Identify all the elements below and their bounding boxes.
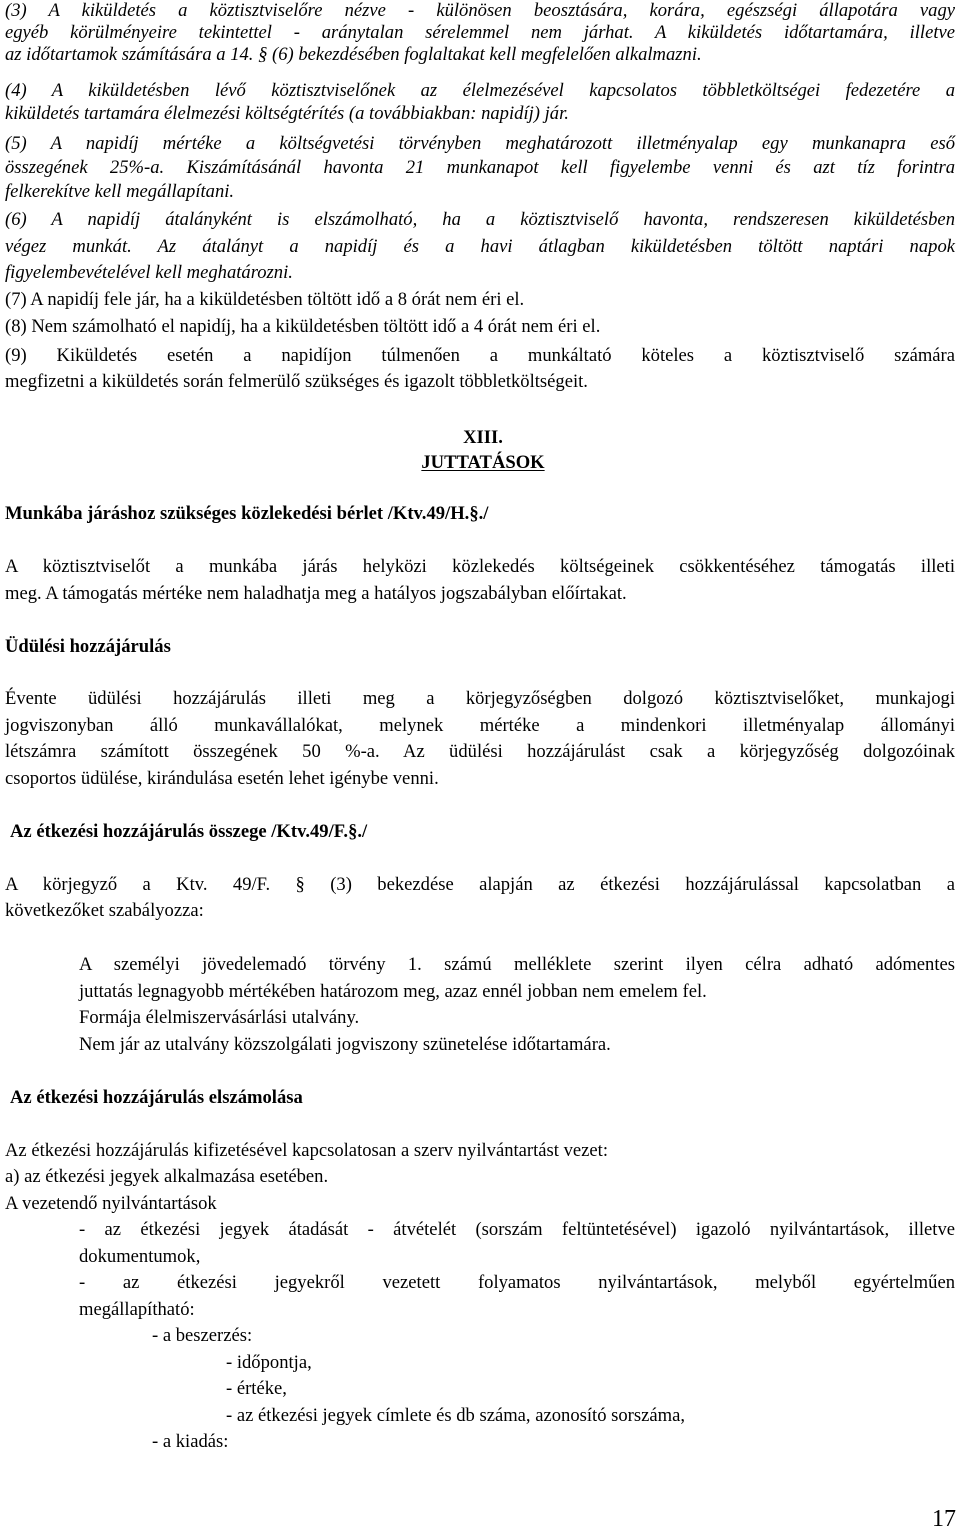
commute-paragraph-line-2: meg. A támogatás mértéke nem haladhatja meg a hatályos jogszabályban előírtakat. [5, 583, 627, 604]
settlement-item-2-line-1: - az étkezési jegyekről vezetett folyamatos nyilvántartások, melyből egyértelműen [79, 1272, 955, 1293]
sub-sub-item-value: - értéke, [226, 1378, 287, 1399]
settlement-line-3: A vezetendő nyilvántartások [5, 1193, 217, 1214]
heading-commute-pass: Munkába járáshoz szükséges közlekedési bérlet /Ktv.49/H.§./ [5, 503, 489, 524]
heading-meal-allowance-amount: Az étkezési hozzájárulás összege /Ktv.49/F.§./ [10, 821, 368, 842]
paragraph-4-line-1: (4) A kiküldetésben lévő köztisztviselőnek az élelmezésével kapcsolatos többletköltségei fedezetére a [5, 80, 955, 101]
settlement-item-1-line-2: dokumentumok, [79, 1246, 201, 1267]
paragraph-3-line-3: az időtartamok számítására a 14. § (6) bekezdésében foglaltakat kell megfelelően alkalmazni. [5, 44, 702, 65]
paragraph-3-line-2: egyéb körülményeire tekintettel - aránytalan sérelemmel nem járhat. A kiküldetés időtartamára, illetve [5, 22, 955, 43]
sub-item-procurement: - a beszerzés: [152, 1325, 253, 1346]
settlement-line-2: a) az étkezési jegyek alkalmazása esetében. [5, 1166, 329, 1187]
paragraph-9-line-1: (9) Kiküldetés esetén a napidíjon túlmenően a munkáltató köteles a köztisztviselő számára [5, 345, 955, 366]
holiday-paragraph-line-1: Évente üdülési hozzájárulás illeti meg a körjegyzőségben dolgozó köztisztviselőket, munkajogi [5, 688, 955, 709]
meal-paragraph-line-1: A körjegyző a Ktv. 49/F. § (3) bekezdése alapján az étkezési hozzájárulással kapcsolatban a [5, 874, 955, 895]
page-number: 17 [932, 1506, 956, 1532]
settlement-line-1: Az étkezési hozzájárulás kifizetésével kapcsolatosan a szerv nyilvántartást vezet: [5, 1140, 608, 1161]
holiday-paragraph-line-3: létszámra számított összegének 50 %-a. Az üdülési hozzájárulást csak a körjegyzőség dolgozóinak [5, 741, 955, 762]
commute-paragraph-line-1: A köztisztviselőt a munkába járás helyközi közlekedés költségeinek csökkentéséhez támogatás illeti [5, 556, 955, 577]
paragraph-4-line-2: kiküldetés tartamára élelmezési költségtérítés (a továbbiakban: napidíj) jár. [5, 103, 569, 124]
heading-meal-allowance-settlement: Az étkezési hozzájárulás elszámolása [10, 1087, 303, 1108]
paragraph-3-line-1: (3) A kiküldetés a köztisztviselőre nézve - különösen beosztására, korára, egészségi állapotára vagy [5, 0, 955, 21]
heading-holiday-allowance: Üdülési hozzájárulás [5, 636, 171, 657]
paragraph-6-line-1: (6) A napidíj átalányként is elszámolható, ha a köztisztviselő havonta, rendszeresen kiküldetésben [5, 209, 955, 230]
paragraph-5-line-1: (5) A napidíj mértéke a költségvetési törvényben meghatározott illetményalap egy munkanapra eső [5, 133, 955, 154]
holiday-paragraph-line-2: jogviszonyban álló munkavállalókat, melynek mértéke a mindenkori illetményalap állományi [5, 715, 955, 736]
meal-rule-line-3: Formája élelmiszervásárlási utalvány. [79, 1007, 360, 1028]
settlement-item-1-line-1: - az étkezési jegyek átadását - átvételét (sorszám feltüntetésével) igazoló nyilvántartások, illetve [79, 1219, 955, 1240]
holiday-paragraph-line-4: csoportos üdülése, kirándulása esetén lehet igénybe venni. [5, 768, 439, 789]
settlement-item-2-line-2: megállapítható: [79, 1299, 195, 1320]
meal-rule-line-2: juttatás legnagyobb mértékében határozom meg, azaz ennél jobban nem emelem fel. [79, 981, 707, 1002]
sub-item-issue: - a kiadás: [152, 1431, 229, 1452]
paragraph-9-line-2: megfizetni a kiküldetés során felmerülő szükséges és igazolt többletköltségeit. [5, 371, 588, 392]
paragraph-5-line-3: felkerekítve kell megállapítani. [5, 181, 235, 202]
meal-paragraph-line-2: következőket szabályozza: [5, 900, 204, 921]
paragraph-6-line-3: figyelembevételével kell meghatározni. [5, 262, 293, 283]
paragraph-8: (8) Nem számolható el napidíj, ha a kiküldetésben töltött idő a 4 órát nem éri el. [5, 316, 601, 337]
paragraph-7: (7) A napidíj fele jár, ha a kiküldetésben töltött idő a 8 órát nem éri el. [5, 289, 525, 310]
meal-rule-line-1: A személyi jövedelemadó törvény 1. számú melléklete szerint ilyen célra adható adómentes [79, 954, 955, 975]
sub-sub-item-denomination: - az étkezési jegyek címlete és db száma, azonosító sorszáma, [226, 1405, 685, 1426]
sub-sub-item-date: - időpontja, [226, 1352, 312, 1373]
section-number: XIII. [463, 427, 503, 448]
section-title: JUTTATÁSOK [421, 452, 545, 473]
paragraph-6-line-2: végez munkát. Az átalányt a napidíj és a havi átlagban kiküldetésben töltött naptári napok [5, 236, 955, 257]
paragraph-5-line-2: összegének 25%-a. Kiszámításánál havonta 21 munkanapot kell figyelembe venni és azt tíz forintra [5, 157, 955, 178]
meal-rule-line-4: Nem jár az utalvány közszolgálati jogviszony szünetelése időtartamára. [79, 1034, 611, 1055]
